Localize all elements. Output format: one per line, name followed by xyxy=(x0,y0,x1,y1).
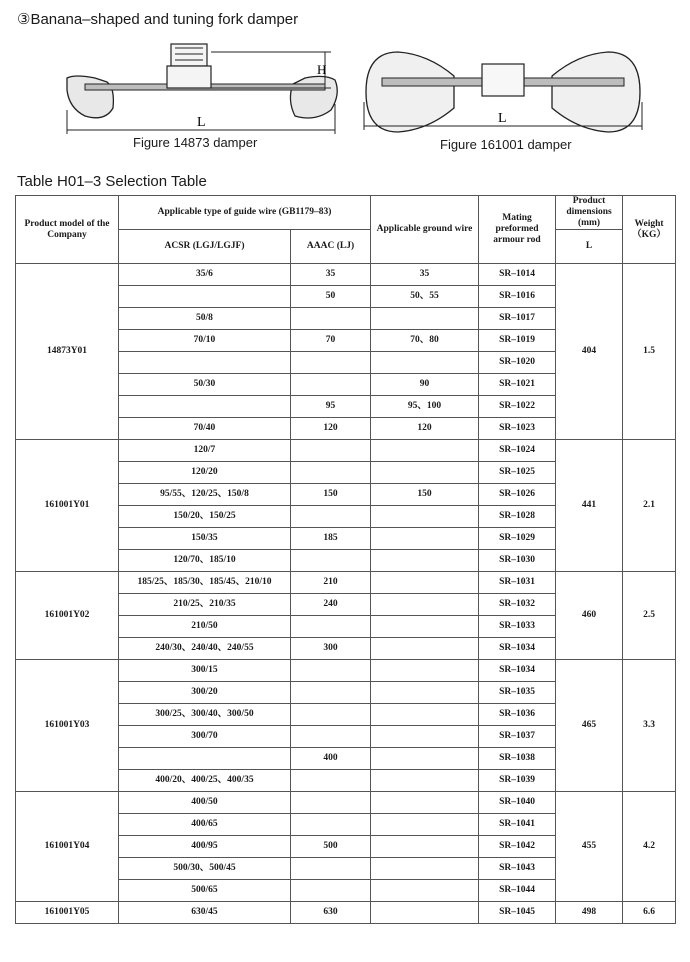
table-row xyxy=(16,440,676,462)
dimension-l-cell: 404 xyxy=(556,264,623,440)
ground-wire-cell: 120 xyxy=(371,418,479,440)
armour-rod-cell: SR–1021 xyxy=(479,374,556,396)
ground-wire-cell xyxy=(371,638,479,660)
dimension-l-cell: 455 xyxy=(556,792,623,902)
ground-wire-cell xyxy=(371,792,479,814)
ground-wire-cell xyxy=(371,726,479,748)
aaac-cell xyxy=(291,462,371,484)
ground-wire-cell xyxy=(371,506,479,528)
aaac-cell: 210 xyxy=(291,572,371,594)
aaac-cell xyxy=(291,726,371,748)
armour-rod-cell: SR–1038 xyxy=(479,748,556,770)
weight-cell: 2.5 xyxy=(623,572,676,660)
dimension-l-cell: 441 xyxy=(556,440,623,572)
ground-wire-cell: 70、80 xyxy=(371,330,479,352)
weight-cell: 6.6 xyxy=(623,902,676,924)
aaac-cell xyxy=(291,792,371,814)
aaac-cell: 300 xyxy=(291,638,371,660)
acsr-cell xyxy=(119,286,291,308)
aaac-cell xyxy=(291,374,371,396)
aaac-cell: 35 xyxy=(291,264,371,286)
acsr-cell: 400/95 xyxy=(119,836,291,858)
acsr-cell: 630/45 xyxy=(119,902,291,924)
ground-wire-cell xyxy=(371,704,479,726)
acsr-cell: 185/25、185/30、185/45、210/10 xyxy=(119,572,291,594)
armour-rod-cell: SR–1039 xyxy=(479,770,556,792)
acsr-cell: 50/8 xyxy=(119,308,291,330)
armour-rod-cell: SR–1025 xyxy=(479,462,556,484)
armour-rod-cell: SR–1034 xyxy=(479,660,556,682)
ground-wire-cell xyxy=(371,594,479,616)
ground-wire-cell xyxy=(371,682,479,704)
acsr-cell: 210/50 xyxy=(119,616,291,638)
ground-wire-cell xyxy=(371,880,479,902)
acsr-cell: 120/70、185/10 xyxy=(119,550,291,572)
table-row xyxy=(16,902,676,924)
figure-14873-damper-drawing xyxy=(55,38,355,138)
acsr-cell: 150/20、150/25 xyxy=(119,506,291,528)
table-row xyxy=(16,264,676,286)
acsr-cell: 400/50 xyxy=(119,792,291,814)
aaac-cell xyxy=(291,506,371,528)
acsr-cell: 500/30、500/45 xyxy=(119,858,291,880)
figure-14873-caption: Figure 14873 damper xyxy=(133,135,258,150)
acsr-cell: 95/55、120/25、150/8 xyxy=(119,484,291,506)
header-guide-wire: Applicable type of guide wire (GB1179–83) xyxy=(119,196,371,230)
acsr-cell: 300/25、300/40、300/50 xyxy=(119,704,291,726)
table-row xyxy=(16,660,676,682)
ground-wire-cell: 150 xyxy=(371,484,479,506)
acsr-cell: 210/25、210/35 xyxy=(119,594,291,616)
ground-wire-cell: 50、55 xyxy=(371,286,479,308)
dimension-l-label-right: L xyxy=(498,111,507,126)
ground-wire-cell xyxy=(371,660,479,682)
armour-rod-cell: SR–1040 xyxy=(479,792,556,814)
header-dimensions: Product dimensions (mm) xyxy=(556,196,623,230)
aaac-cell xyxy=(291,308,371,330)
aaac-cell xyxy=(291,440,371,462)
product-model-cell: 161001Y03 xyxy=(16,660,119,792)
armour-rod-cell: SR–1043 xyxy=(479,858,556,880)
armour-rod-cell: SR–1031 xyxy=(479,572,556,594)
armour-rod-cell: SR–1044 xyxy=(479,880,556,902)
header-weight: Weight（KG） xyxy=(623,196,676,264)
ground-wire-cell xyxy=(371,550,479,572)
aaac-cell xyxy=(291,704,371,726)
dimension-l-cell: 465 xyxy=(556,660,623,792)
weight-cell: 1.5 xyxy=(623,264,676,440)
dimension-h-label: H xyxy=(317,62,327,77)
header-aaac: AAAC (LJ) xyxy=(291,230,371,264)
selection-table xyxy=(15,195,676,924)
armour-rod-cell: SR–1034 xyxy=(479,638,556,660)
armour-rod-cell: SR–1029 xyxy=(479,528,556,550)
armour-rod-cell: SR–1020 xyxy=(479,352,556,374)
acsr-cell: 70/10 xyxy=(119,330,291,352)
armour-rod-cell: SR–1023 xyxy=(479,418,556,440)
armour-rod-cell: SR–1045 xyxy=(479,902,556,924)
product-model-cell: 161001Y02 xyxy=(16,572,119,660)
acsr-cell: 500/65 xyxy=(119,880,291,902)
ground-wire-cell xyxy=(371,462,479,484)
aaac-cell xyxy=(291,814,371,836)
aaac-cell: 95 xyxy=(291,396,371,418)
armour-rod-cell: SR–1028 xyxy=(479,506,556,528)
acsr-cell: 50/30 xyxy=(119,374,291,396)
dimension-l-label: L xyxy=(197,115,206,130)
acsr-cell: 35/6 xyxy=(119,264,291,286)
armour-rod-cell: SR–1033 xyxy=(479,616,556,638)
armour-rod-cell: SR–1016 xyxy=(479,286,556,308)
armour-rod-cell: SR–1024 xyxy=(479,440,556,462)
ground-wire-cell xyxy=(371,440,479,462)
acsr-cell: 150/35 xyxy=(119,528,291,550)
table-row xyxy=(16,792,676,814)
ground-wire-cell xyxy=(371,836,479,858)
weight-cell: 2.1 xyxy=(623,440,676,572)
armour-rod-cell: SR–1014 xyxy=(479,264,556,286)
armour-rod-cell: SR–1019 xyxy=(479,330,556,352)
armour-rod-cell: SR–1041 xyxy=(479,814,556,836)
product-model-cell: 161001Y01 xyxy=(16,440,119,572)
ground-wire-cell xyxy=(371,902,479,924)
acsr-cell xyxy=(119,396,291,418)
ground-wire-cell xyxy=(371,814,479,836)
table-body xyxy=(16,264,676,924)
figure-161001-damper-drawing xyxy=(358,42,648,142)
ground-wire-cell xyxy=(371,616,479,638)
product-model-cell: 161001Y05 xyxy=(16,902,119,924)
header-armour-rod: Mating preformed armour rod xyxy=(479,196,556,264)
weight-cell: 4.2 xyxy=(623,792,676,902)
ground-wire-cell xyxy=(371,528,479,550)
ground-wire-cell xyxy=(371,308,479,330)
armour-rod-cell: SR–1017 xyxy=(479,308,556,330)
header-dimensions-l: L xyxy=(556,230,623,264)
armour-rod-cell: SR–1037 xyxy=(479,726,556,748)
armour-rod-cell: SR–1035 xyxy=(479,682,556,704)
aaac-cell: 70 xyxy=(291,330,371,352)
product-model-cell: 14873Y01 xyxy=(16,264,119,440)
ground-wire-cell: 95、100 xyxy=(371,396,479,418)
acsr-cell: 400/20、400/25、400/35 xyxy=(119,770,291,792)
acsr-cell: 70/40 xyxy=(119,418,291,440)
acsr-cell xyxy=(119,352,291,374)
armour-rod-cell: SR–1032 xyxy=(479,594,556,616)
header-acsr: ACSR (LGJ/LGJF) xyxy=(119,230,291,264)
acsr-cell: 120/7 xyxy=(119,440,291,462)
aaac-cell: 50 xyxy=(291,286,371,308)
ground-wire-cell: 90 xyxy=(371,374,479,396)
aaac-cell xyxy=(291,770,371,792)
aaac-cell: 120 xyxy=(291,418,371,440)
table-row xyxy=(16,572,676,594)
acsr-cell: 300/15 xyxy=(119,660,291,682)
aaac-cell xyxy=(291,352,371,374)
ground-wire-cell: 35 xyxy=(371,264,479,286)
figure-161001-caption: Figure 161001 damper xyxy=(440,137,572,152)
section-title: ③Banana–shaped and tuning fork damper xyxy=(17,11,299,28)
aaac-cell: 400 xyxy=(291,748,371,770)
weight-cell: 3.3 xyxy=(623,660,676,792)
aaac-cell: 240 xyxy=(291,594,371,616)
product-model-cell: 161001Y04 xyxy=(16,792,119,902)
armour-rod-cell: SR–1030 xyxy=(479,550,556,572)
aaac-cell xyxy=(291,660,371,682)
armour-rod-cell: SR–1036 xyxy=(479,704,556,726)
armour-rod-cell: SR–1026 xyxy=(479,484,556,506)
aaac-cell: 185 xyxy=(291,528,371,550)
acsr-cell: 120/20 xyxy=(119,462,291,484)
acsr-cell: 240/30、240/40、240/55 xyxy=(119,638,291,660)
ground-wire-cell xyxy=(371,572,479,594)
acsr-cell: 300/20 xyxy=(119,682,291,704)
aaac-cell xyxy=(291,858,371,880)
table-title: Table H01–3 Selection Table xyxy=(17,173,207,190)
aaac-cell xyxy=(291,616,371,638)
aaac-cell xyxy=(291,682,371,704)
aaac-cell xyxy=(291,880,371,902)
header-product-model: Product model of the Company xyxy=(16,196,119,264)
aaac-cell: 630 xyxy=(291,902,371,924)
ground-wire-cell xyxy=(371,748,479,770)
acsr-cell xyxy=(119,748,291,770)
acsr-cell: 400/65 xyxy=(119,814,291,836)
header-ground-wire: Applicable ground wire xyxy=(371,196,479,264)
aaac-cell: 150 xyxy=(291,484,371,506)
ground-wire-cell xyxy=(371,352,479,374)
armour-rod-cell: SR–1042 xyxy=(479,836,556,858)
ground-wire-cell xyxy=(371,858,479,880)
ground-wire-cell xyxy=(371,770,479,792)
armour-rod-cell: SR–1022 xyxy=(479,396,556,418)
dimension-l-cell: 460 xyxy=(556,572,623,660)
aaac-cell: 500 xyxy=(291,836,371,858)
acsr-cell: 300/70 xyxy=(119,726,291,748)
dimension-l-cell: 498 xyxy=(556,902,623,924)
aaac-cell xyxy=(291,550,371,572)
